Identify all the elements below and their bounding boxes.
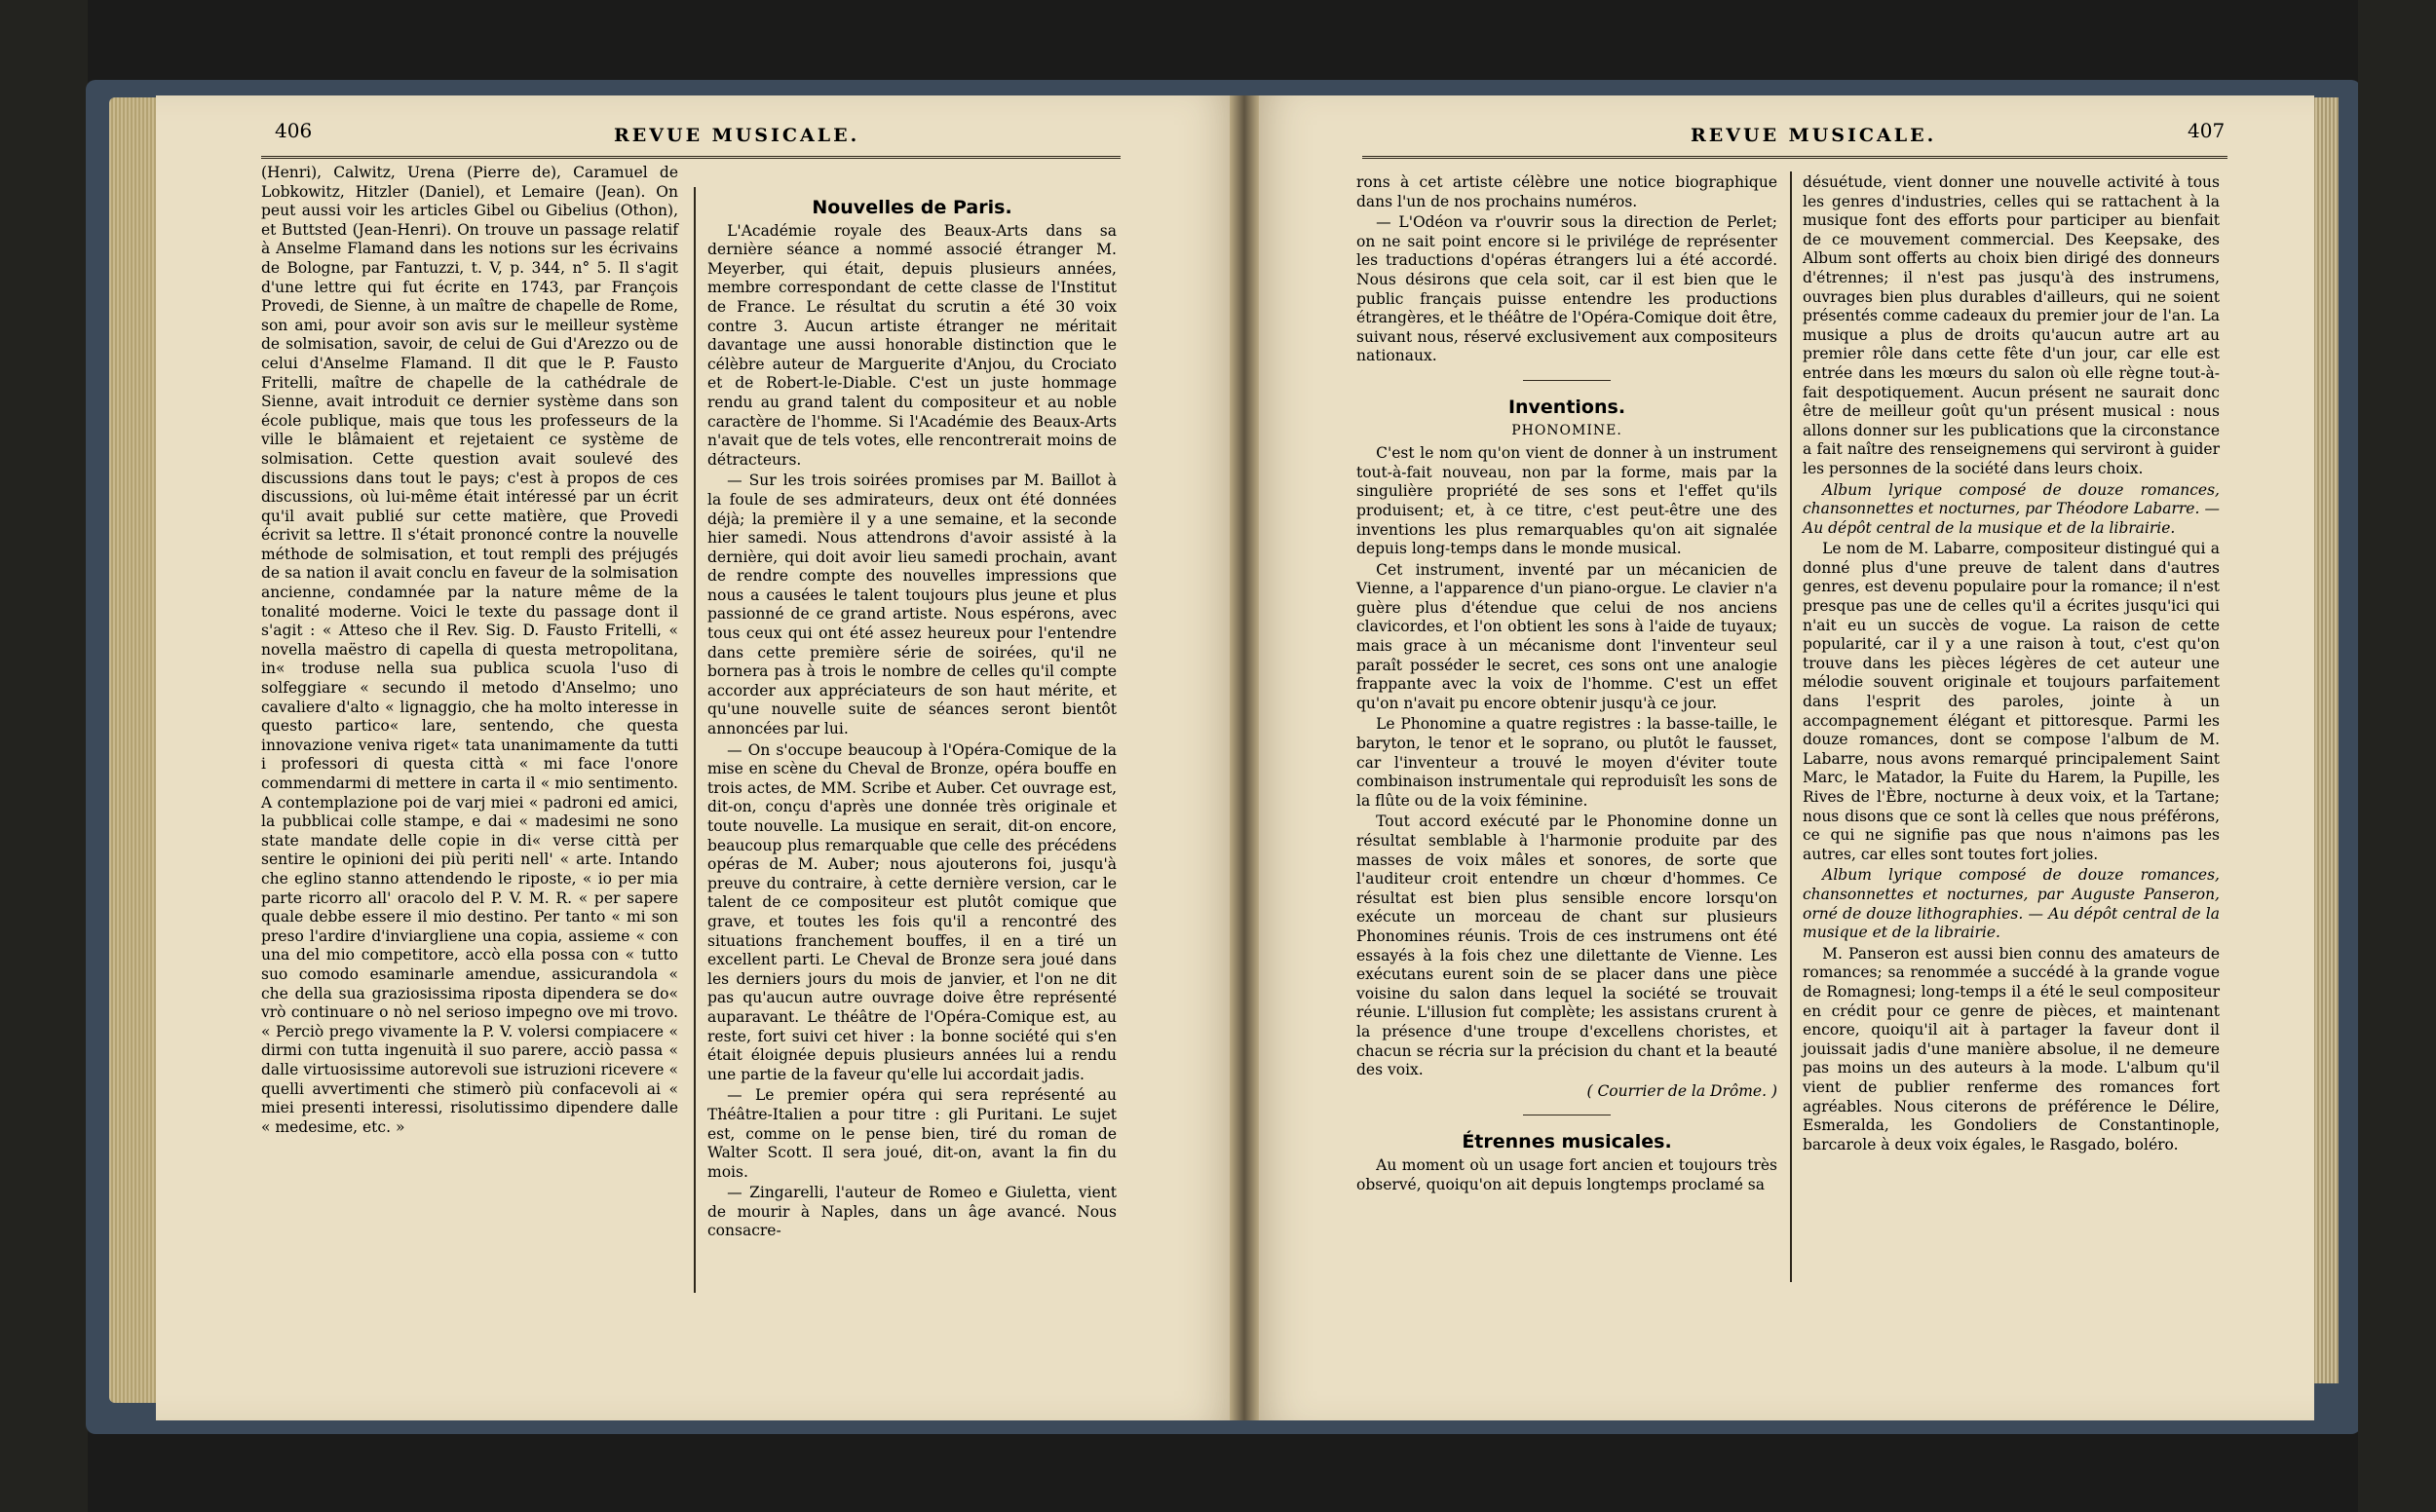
left-page-column-1 — [261, 164, 678, 1139]
running-head-left: REVUE MUSICALE. — [614, 125, 860, 146]
paragraph: Tout accord exécuté par le Phonomine donne un résultat semblable à l'harmonie produite par des masses de voix mâles et sonores, de sorte que l'auditeur croit entendre un chœur d'hommes. Ce résultat est bien plus sensible encore lorsqu'on exécute un morceau de chant sur plusieurs Phonomines réunis. Trois de ces instrumens ont été essayés à la fois chez une dilettante de Vienne. Les exécutans eurent soin de se placer dans une pièce voisine du salon dans lequel la société se trouvait réunie. L'illusion fut complète; les assistans crurent à la présence d'une troupe d'excellens choristes, et chacun se récria sur la précision du chant et la beauté des voix. — [1356, 813, 1777, 1079]
paragraph: Le Phonomine a quatre registres : la basse-taille, le baryton, le tenor et le soprano, ou plutôt le fausset, car l'inventeur a trouvé le moyen d'éviter toute combinaison instrumentale qui reproduisît les sons de la flûte ou de la voix féminine. — [1356, 715, 1777, 810]
paragraph: — Zingarelli, l'auteur de Romeo e Giuletta, vient de mourir à Naples, dans un âge avancé. Nous consacre- — [707, 1184, 1117, 1240]
paragraph: M. Panseron est aussi bien connu des amateurs de romances; sa renommée a succédé à la grande vogue de Romagnesi; long-temps il a été le seul compositeur en crédit pour ce genre de pièces, et maintenant encore, quoiqu'il ait à partager la faveur dont il jouissait jadis d'une manière absolue, il ne demeure pas moins un des auteurs à la mode. L'album qu'il vient de publier renferme des romances fort agréables. Nous citerons de préférence le Délire, Esmeralda, les Gondoliers de Constantinople, barcarole à deux voix égales, le Rasgado, boléro. — [1803, 944, 2220, 1153]
source-citation: ( Courrier de la Drôme. ) — [1586, 1081, 1777, 1100]
paragraph: désuétude, vient donner une nouvelle activité à tous les genres d'industries, celles qui se rattachent à la musique font des efforts pour participer au bienfait de ce mouvement commercial. Des Keepsake, des Album sont offerts au choix bien dirigé des donneurs d'étrennes; il n'est pas jusqu'à des instrumens, ouvrages bien plus durables d'ailleurs, qui ne soient présentés comme cadeaux du premier jour de l'an. La musique a plus de droits qu'aucun autre art au premier rôle dans cette fête d'un jour, car elle est entrée dans les mœurs du salon où elle règne tout-à-fait despotiquement. Aucun présent ne saurait donc être de meilleur goût qu'un présent musical : nous allons donner sur les publications que la circonstance a fait naître des renseignemens qui serviront à guider les personnes de la société dans leurs choix. — [1803, 173, 2220, 477]
paragraph: C'est le nom qu'on vient de donner à un instrument tout-à-fait nouveau, non par la forme, mais par la singulière propriété de ses sons et l'effet qu'ils produisent; et, à ce titre, c'est peut-être une des inventions les plus remarquables qu'on ait signalée depuis long-temps dans le monde musical. — [1356, 444, 1777, 558]
paragraph: — L'Odéon va r'ouvrir sous la direction de Perlet; on ne sait point encore si le privilége de représenter les traductions d'opéras étrangers lui a été accordé. Nous désirons que cela soit, car il est bien que le public français puisse entendre les productions étrangères, et le théâtre de l'Opéra-Comique doit être, suivant nous, réservé exclusivement aux compositeurs nationaux. — [1356, 213, 1777, 365]
separator-rule — [1523, 380, 1611, 381]
page-number-right: 407 — [2188, 119, 2226, 142]
paragraph: Cet instrument, inventé par un mécanicien de Vienne, a l'apparence d'un piano-orgue. Le clavier n'a guère plus d'étendue que celui de nos anciens clavicordes, et l'on obtient les sons à l'aide de tuyaux; mais grace à un mécanisme dont l'inventeur seul paraît posséder le secret, ces sons ont une analogie frappante avec la voix de l'homme. C'est un effet qu'on n'avait pu encore obtenir jusqu'à ce jour. — [1356, 560, 1777, 712]
left-page-column-2 — [707, 199, 1117, 1243]
right-page-column-2 — [1803, 173, 2220, 1156]
header-rule-left — [261, 156, 1121, 159]
column-divider-left — [694, 187, 696, 1293]
subheading-phonomine: PHONOMINE. — [1511, 422, 1622, 438]
album-entry-panseron: Album lyrique composé de douze romances, chansonnettes et nocturnes, par Auguste Panseron, orné de douze lithographies. — Au dépôt central de la musique et de la librairie. — [1803, 866, 2220, 942]
header-rule-right — [1362, 156, 2227, 159]
section-heading-etrennes: Étrennes musicales. — [1462, 1131, 1672, 1153]
section-heading-nouvelles: Nouvelles de Paris. — [812, 197, 1012, 218]
paragraph: rons à cet artiste célèbre une notice biographique dans l'un de nos prochains numéros. — [1356, 173, 1777, 210]
background-right-dark — [2358, 0, 2436, 1512]
section-heading-inventions: Inventions. — [1507, 396, 1626, 418]
paragraph: — On s'occupe beaucoup à l'Opéra-Comique de la mise en scène du Cheval de Bronze, opéra bouffe en trois actes, de MM. Scribe et Auber. Cet ouvrage est, dit-on, conçu d'après une donnée très originale et toute nouvelle. La musique en serait, dit-on encore, beaucoup plus remarquable que celle des précédens opéras de M. Auber; nous ajouterons foi, jusqu'à preuve du contraire, à cette dernière version, car le talent de ce compositeur est plutôt comique que grave, et toutes les fois qu'il a rencontré des situations franchement bouffes, il en a tiré un excellent parti. Le Cheval de Bronze sera joué dans les derniers jours du mois de janvier, et l'on ne dit pas qu'aucun autre ouvrage doive être représenté auparavant. Le théâtre de l'Opéra-Comique est, au reste, fort suivi cet hiver : la bonne société qui s'en était éloignée depuis plusieurs années lui a rendu une partie de la faveur qu'elle lui accordait jadis. — [707, 740, 1117, 1083]
paragraph: Le nom de M. Labarre, compositeur distingué qui a donné plus d'une preuve de talent dans d'autres genres, est devenu populaire pour la romance; il n'est presque pas une de celles qu'il a écrites jusqu'ici qui n'ait eu un succès de vogue. La raison de cette popularité, car il y a une raison à tout, c'est qu'on trouve dans les pièces légères de cet auteur une mélodie souvent originale et toujours parfaitement dans l'esprit des paroles, jointe à un accompagnement élégant et pittoresque. Parmi les douze romances, dont se compose l'album de M. Labarre, nous avons remarqué principalement Saint Marc, le Matador, la Fuite du Harem, la Pupille, les Rives de l'Èbre, nocturne à deux voix, et la Tartane; nous disons que ce sont là celles que nous préférons, ce qui ne signifie pas que nous n'aimons pas les autres, car elles sont toutes fort jolies. — [1803, 540, 2220, 863]
paragraph: Au moment où un usage fort ancien et toujours très observé, quoiqu'on ait depuis longtemps proclamé sa — [1356, 1155, 1777, 1193]
right-page-column-1 — [1356, 173, 1777, 1196]
page-number-left: 406 — [275, 119, 313, 142]
column-divider-right — [1790, 171, 1792, 1282]
paragraph: — Sur les trois soirées promises par M. Baillot à la foule de ses admirateurs, deux ont été données déjà; la première il y a une semaine, et la seconde hier samedi. Nous attendrons d'avoir assisté à la dernière, qui doit avoir lieu samedi prochain, avant de rendre compte des nouvelles impressions que nous a causées le talent toujours plus jeune et plus passionné de ce grand artiste. Nous espérons, avec tous ceux qui ont été assez heureux pour l'entendre dans cette première série de soirées, qu'il ne bornera pas à trois le nombre de celles qu'il compte accorder aux appréciateurs de son haut mérite, et qu'une nouvelle suite de séances seront bientôt annoncées par lui. — [707, 472, 1117, 738]
album-entry-labarre: Album lyrique composé de douze romances, chansonnettes et nocturnes, par Théodore Labarre. — Au dépôt central de la musique et de la librairie. — [1803, 480, 2220, 537]
background-left-dark — [0, 0, 88, 1512]
running-head-right: REVUE MUSICALE. — [1691, 125, 1937, 146]
paragraph: (Henri), Calwitz, Urena (Pierre de), Caramuel de Lobkowitz, Hitzler (Daniel), et Lemaire (Jean). On peut aussi voir les articles Gibel ou Gibelius (Othon), et Buttsted (Jean-Henri). On trouve un passage relatif à Anselme Flamand dans les notions sur les écrivains de Bologne, par Fantuzzi, t. V, p. 344, n° 5. Il s'agit d'une lettre qui fut écrite en 1743, par François Provedi, de Sienne, à un maître de chapelle de Rome, son ami, pour avoir son avis sur le meilleur système de solmisation, savoir, de celui de Gui d'Arezzo ou de celui d'Anselme Flamand. Il dit que le P. Fausto Fritelli, maître de chapelle de la cathédrale de Sienne, avait introduit ce dernier système dans son école publique, mais que tous les professeurs de la ville le blâmaient et rejetaient ce système de solmisation. Cette question avait soulevé des discussions dans tout le pays; c'est à propos de ces discussions, où lui-même était intéressé par un écrit qu'il avait publié sur cette matière, que Provedi écrivit sa lettre. Il s'était prononcé contre la nouvelle méthode de solmisation, et tout rempli des préjugés de sa nation il avait conclu en faveur de la solmisation ancienne, condamnée par la nature même de la tonalité moderne. Voici le texte du passage dont il s'agit : « Atteso che il Rev. Sig. D. Fausto Fritelli, « novella maëstro di capella di questa metropolitana, in« troduse nella sua publica scuola l'uso di solfeggiare « secundo il metodo d'Anselmo; uno cavaliere d'alto « lignaggio, che ha molto interesse in questo partico« lare, sentendo, che questa innovazione veniva riget« tata unanimamente da tutti i professori di questa città « mi face l'onore commendarmi di mettere in carta il « mio sentimento. A contemplazione poi de varj miei « padroni ed amici, la pubblicai colle stampe, e dai « madesimi ne sono state mandate delle copie in di« verse città per sentire le opinioni dei più periti nell' « arte. Intando che eglino stanno attendendo le riposte, « io per mia parte ricorro all' oracolo del P. V. M. R. « per sapere quale debbe essere il mio destino. Per tanto « mi son preso l'ardire d'inviargliene una copia, assieme « con una del mio competitore, accò ella possa con « tutto suo comodo esaminarle amendue, assicurandola « che della sua graziosissima riposta dipendera se do« vrò continuare o nò nel serioso impegno ove mi trovo. « Perciò prego vivamente la P. V. volersi compiacere « dirmi con tutta ingenuità il suo parere, acciò passa « dalle virtuosissime autorevoli sue istruzioni ricevere « quelli avvertimenti che stimerò più confacevoli ai « miei presenti interessi, risolutissimo dipendere dalle « medesime, etc. » — [261, 164, 678, 1136]
paragraph: L'Académie royale des Beaux-Arts dans sa dernière séance a nommé associé étranger M. Meyerber, qui était, depuis plusieurs années, membre correspondant de cette classe de l'Institut de France. Le résultat du scrutin a été 30 voix contre 3. Aucun artiste étranger ne méritait davantage une aussi honorable distinction que le célèbre auteur de Marguerite d'Anjou, du Crociato et de Robert-le-Diable. C'est un juste hommage rendu au grand talent du compositeur et au noble caractère de l'homme. Si l'Académie des Beaux-Arts n'avait que de tels votes, elle rencontrerait moins de détracteurs. — [707, 221, 1117, 469]
paragraph: — Le premier opéra qui sera représenté au Théâtre-Italien a pour titre : gli Puritani. Le sujet est, comme on le pense bien, tiré du roman de Walter Scott. Il sera joué, dit-on, avant la fin du mois. — [707, 1086, 1117, 1181]
book-gutter — [1230, 95, 1259, 1420]
